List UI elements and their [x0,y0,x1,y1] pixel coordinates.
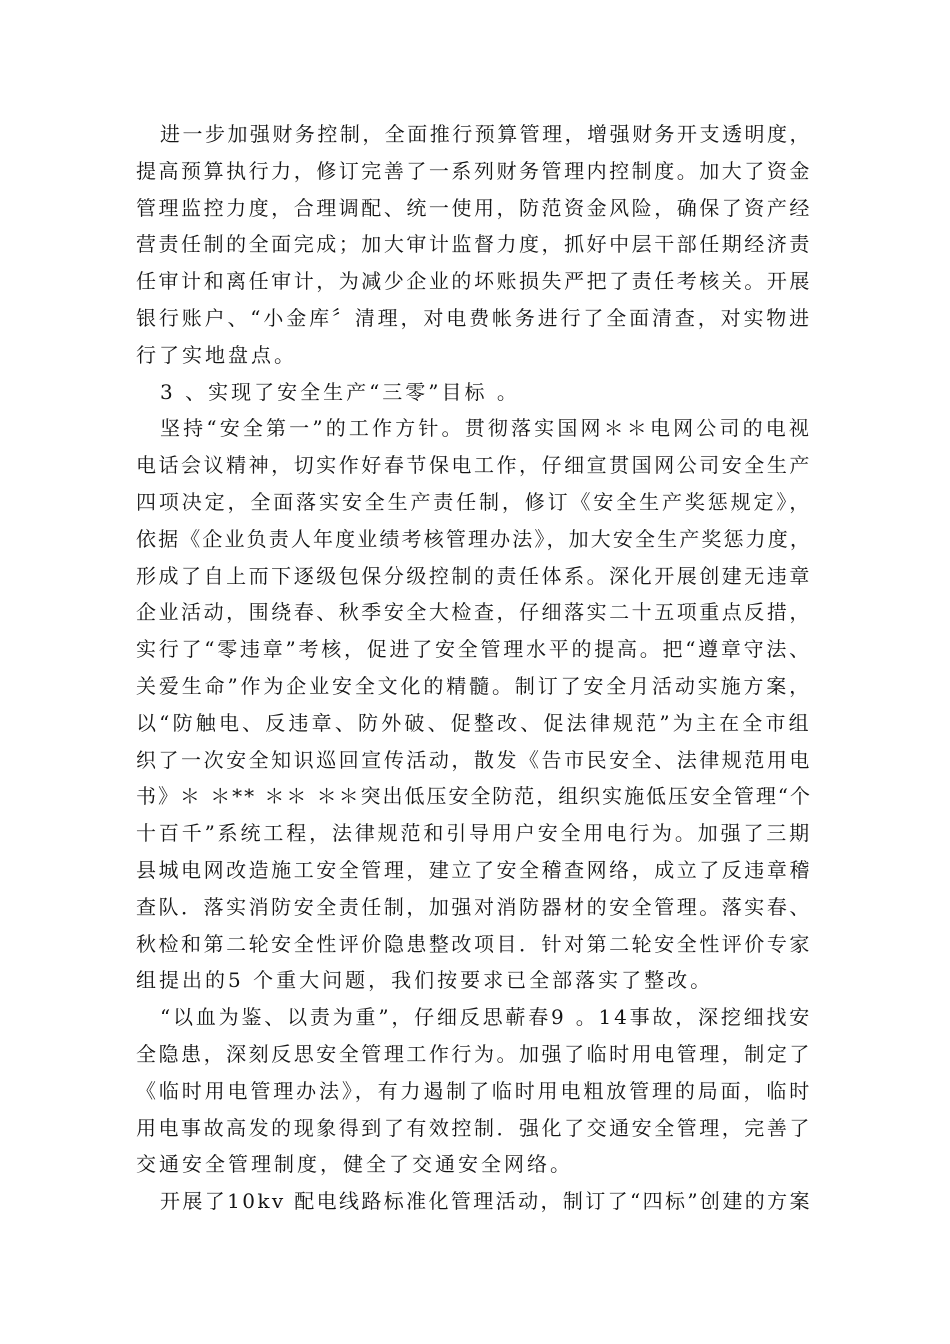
text-line: 行了实地盘点。 [136,343,297,367]
text-line: 管理监控力度，合理调配、统一使用，防范资金风险，确保了资产经 [136,196,812,220]
text-line: 开展了10kv 配电线路标准化管理活动，制订了“四标”创建的方案 [160,1189,812,1213]
text-line: 银行账户、“小金库〞清理，对电费帐务进行了全面清查，对实物进 [136,306,813,330]
text-line: 任审计和离任审计，为减少企业的坏账损失严把了责任考核关。开展 [136,269,812,293]
text-line: 书》＊ ＊** ＊＊ ＊＊突出低压安全防范，组织实施低压安全管理“个 [136,784,812,808]
text-line: 实行了“零违章”考核，促进了安全管理水平的提高。把“遵章守法、 [136,637,812,661]
text-line: 秋检和第二轮安全性评价隐患整改项目．针对第二轮安全性评价专家 [136,932,812,956]
text-line: 提高预算执行力，修订完善了一系列财务管理内控制度。加大了资金 [136,159,812,183]
text-line: 形成了自上而下逐级包保分级控制的责任体系。深化开展创建无违章 [136,564,812,588]
text-line: 进一步加强财务控制，全面推行预算管理，增强财务开支透明度， [160,122,812,146]
text-line: 全隐患，深刻反思安全管理工作行为。加强了临时用电管理，制定了 [136,1042,812,1066]
text-line: 关爱生命”作为企业安全文化的精髓。制订了安全月活动实施方案， [136,674,813,698]
text-line: 组提出的5 个重大问题，我们按要求已全部落实了整改。 [136,968,714,992]
text-line: 县城电网改造施工安全管理，建立了安全稽查网络，成立了反违章稽 [136,858,812,882]
text-line: 营责任制的全面完成；加大审计监督力度，抓好中层干部任期经济责 [136,232,812,256]
text-line: 织了一次安全知识巡回宣传活动，散发《告市民安全、法律规范用电 [136,748,812,772]
text-line: 企业活动，围绕春、秋季安全大检查，仔细落实二十五项重点反措， [136,600,812,624]
text-line: 四项决定，全面落实安全生产责任制，修订《安全生产奖惩规定》， [136,490,813,514]
text-line: 十百千”系统工程，法律规范和引导用户安全用电行为。加强了三期 [136,821,813,845]
text-line: 坚持“安全第一”的工作方针。贯彻落实国网＊＊电网公司的电视 [160,416,813,440]
text-line: 《临时用电管理办法》，有力遏制了临时用电粗放管理的局面，临时 [136,1079,813,1103]
text-line: 交通安全管理制度，健全了交通安全网络。 [136,1152,573,1176]
text-line: 电话会议精神，切实作好春节保电工作，仔细宣贯国网公司安全生产 [136,453,812,477]
text-line: 用电事故高发的现象得到了有效控制．强化了交通安全管理，完善了 [136,1116,812,1140]
text-line: “以血为鉴、以责为重”，仔细反思蕲春9 。14事故，深挖细找安 [160,1005,813,1029]
text-line: 以“防触电、反违章、防外破、促整改、促法律规范”为主在全市组 [136,711,812,735]
text-line: 依据《企业负责人年度业绩考核管理办法》，加大安全生产奖惩力度， [136,527,813,551]
text-line: 3 、实现了安全生产“三零”目标 。 [160,380,520,404]
text-line: 查队．落实消防安全责任制，加强对消防器材的安全管理。落实春、 [136,895,812,919]
